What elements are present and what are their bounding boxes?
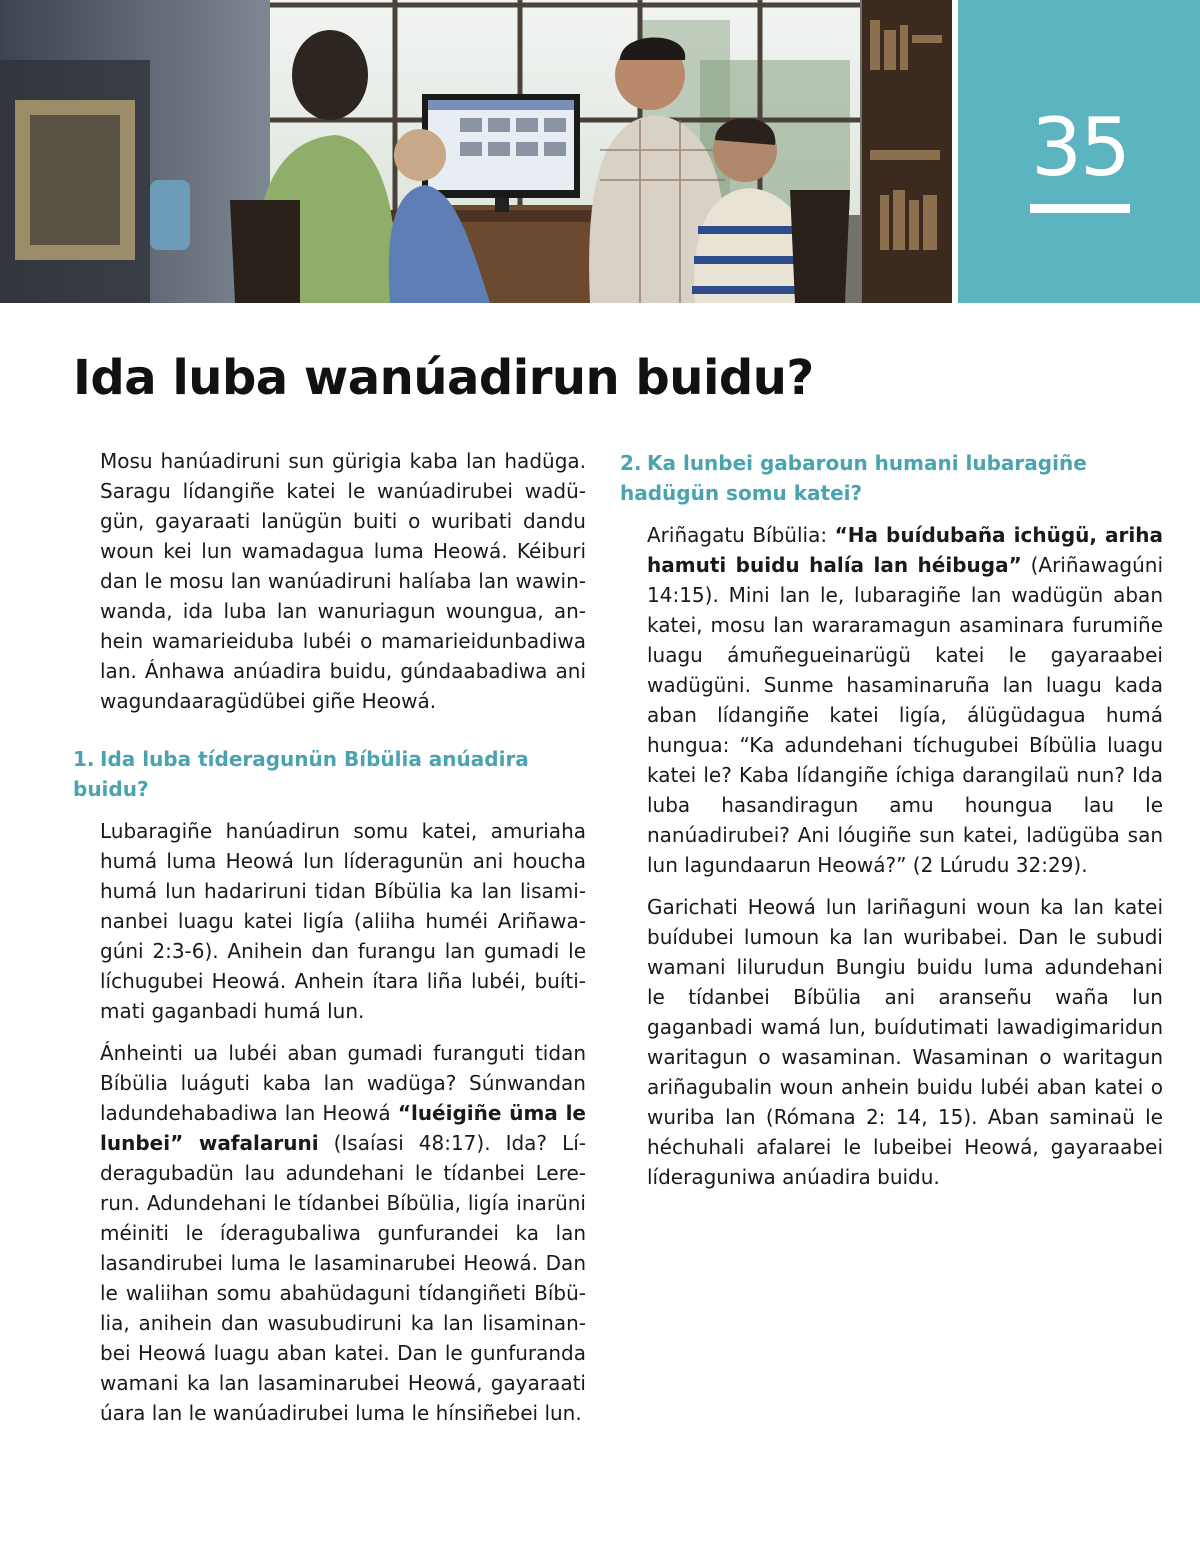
- intro-paragraph: Mosu hanúadiruni sun gürigia kaba lan hadüga. Saragu lídangiñe katei le wanúadirubei wadügün, gayaraati lanügün buiti o wuribati dandu woun kei lun wamadagua luma Heowá. Kéiburi dan le mosu lan wanúadiruni halíaba lan wawinwanda, ida luba lan wanuriagun woungua, anhein wamarieiduba lubéi o mamarieidunbadiwa lan. Ánhawa anúadira buidu, gúndaabadiwa ani wagundaaragüdübei giñe Heowá.: [100, 449, 586, 713]
- section-2-question: [620, 448, 1163, 508]
- section-1-paragraph-2: [100, 1038, 586, 1428]
- text-segment: (Ariñawagúni 14:15). Mini lan le, lubaragiñe lan wadügün aban katei, mosu lan wararamagun asaminara furumiñe luagu ámuñegueinarügü katei le gayaraabei wadügüni. Sunme hasaminaruña lan luagu kada aban lídangiñe katei ligía, álügüdagua humá hungua: “Ka adundehani tíchugubei Bíbülia luagu katei le? Kaba lídangiñe íchiga darangilaü nun? Ida luba hasandiragun amu houngua lau le nanúadirubei? Ani lóugiñe sun katei, ladügüba san lun lagundaarun Heowá?” (2 Lúrudu 32:29).: [647, 553, 1163, 877]
- text-segment: Garichati Heowá lun lariñaguni woun ka lan katei buídubei lumoun ka lan wuribabei. Dan le subudi wamani lilurudun Bungiu buidu luma adundehani le tídanbei Bíbülia ani aranseñu waña lun gaganbadi wamá lun, buídutimati lawadigimaridun waritagun o wasaminan. Wasaminan o waritagun ariñagubalin woun anhein buidu lubéi aban katei o wuriba lan (Rómana 2: 14, 15). Aban saminaü le héchuhali afalarei le lubeibei Heowá, gayaraabei líderaguniwa anúadira buidu.: [647, 895, 1163, 1189]
- section-2-paragraph-1: [647, 520, 1163, 880]
- right-column: [620, 448, 1163, 1192]
- section-2-number: 2.: [620, 451, 642, 475]
- text-segment: Lubaragiñe hanúadirun somu katei, amuriaha humá luma Heowá lun líderagunün ani houcha humá lun hadariruni tidan Bíbülia ka lan lisaminanbei luagu katei ligía (aliiha huméi Ariñawagúni 2:3-6). Anihein dan furangu lan gumadi le líchugubei Heowá. Anhein ítara liña lubéi, buítimati gaganbadi humá lun.: [100, 819, 586, 1023]
- text-segment: Ariñagatu Bíbülia:: [647, 523, 835, 547]
- chapter-underline: [1030, 204, 1130, 213]
- bold-quote: “Ha buídubaña ichügü, ariha hamuti buidu halía lan héibuga”: [647, 523, 1163, 577]
- section-2-question-text: Ka lunbei gabaroun humani lubaragiñe hadügün somu katei?: [620, 451, 1087, 505]
- section-1-number: 1.: [73, 747, 95, 771]
- bold-quote: “luéigiñe üma le lunbei” wafalaruni: [100, 1101, 586, 1155]
- section-1-paragraph-1: [100, 816, 586, 1026]
- text-segment: Ánheinti ua lubéi aban gumadi furanguti tidan Bíbülia luáguti kaba lan wadüga? Súnwandan ladundehabadiwa lan Heowá: [100, 1041, 586, 1125]
- text-segment: (Isaíasi 48:17). Ida? Líderagubadün lau adundehani le tídanbei Lererun. Adundehani le tídanbei Bíbülia, ligía inarüni méiniti le íderagubaliwa gunfurandei ka lan lasandirubei luma le lasaminarubei Heowá. Dan le waliihan somu abahüdaguni tídangiñeti Bíbülia, anihein dan wasubudiruni ka lan lisaminanbei Heowá luagu aban katei. Dan le gunfuranda wamani ka lan lasaminarubei Heowá, gayaraati úara lan le wanúadirubei luma le hínsiñebei lun.: [100, 1131, 586, 1425]
- page-title: Ida luba wanúadirun buidu?: [73, 350, 814, 406]
- family-at-computer-photo: [0, 0, 952, 303]
- section-1-question: [73, 744, 586, 804]
- left-column: [73, 446, 586, 1428]
- section-2-paragraph-2: [647, 892, 1163, 1192]
- chapter-number: 35: [1031, 101, 1129, 194]
- section-1-question-text: Ida luba tíderagunün Bíbülia anúadira buidu?: [73, 747, 529, 801]
